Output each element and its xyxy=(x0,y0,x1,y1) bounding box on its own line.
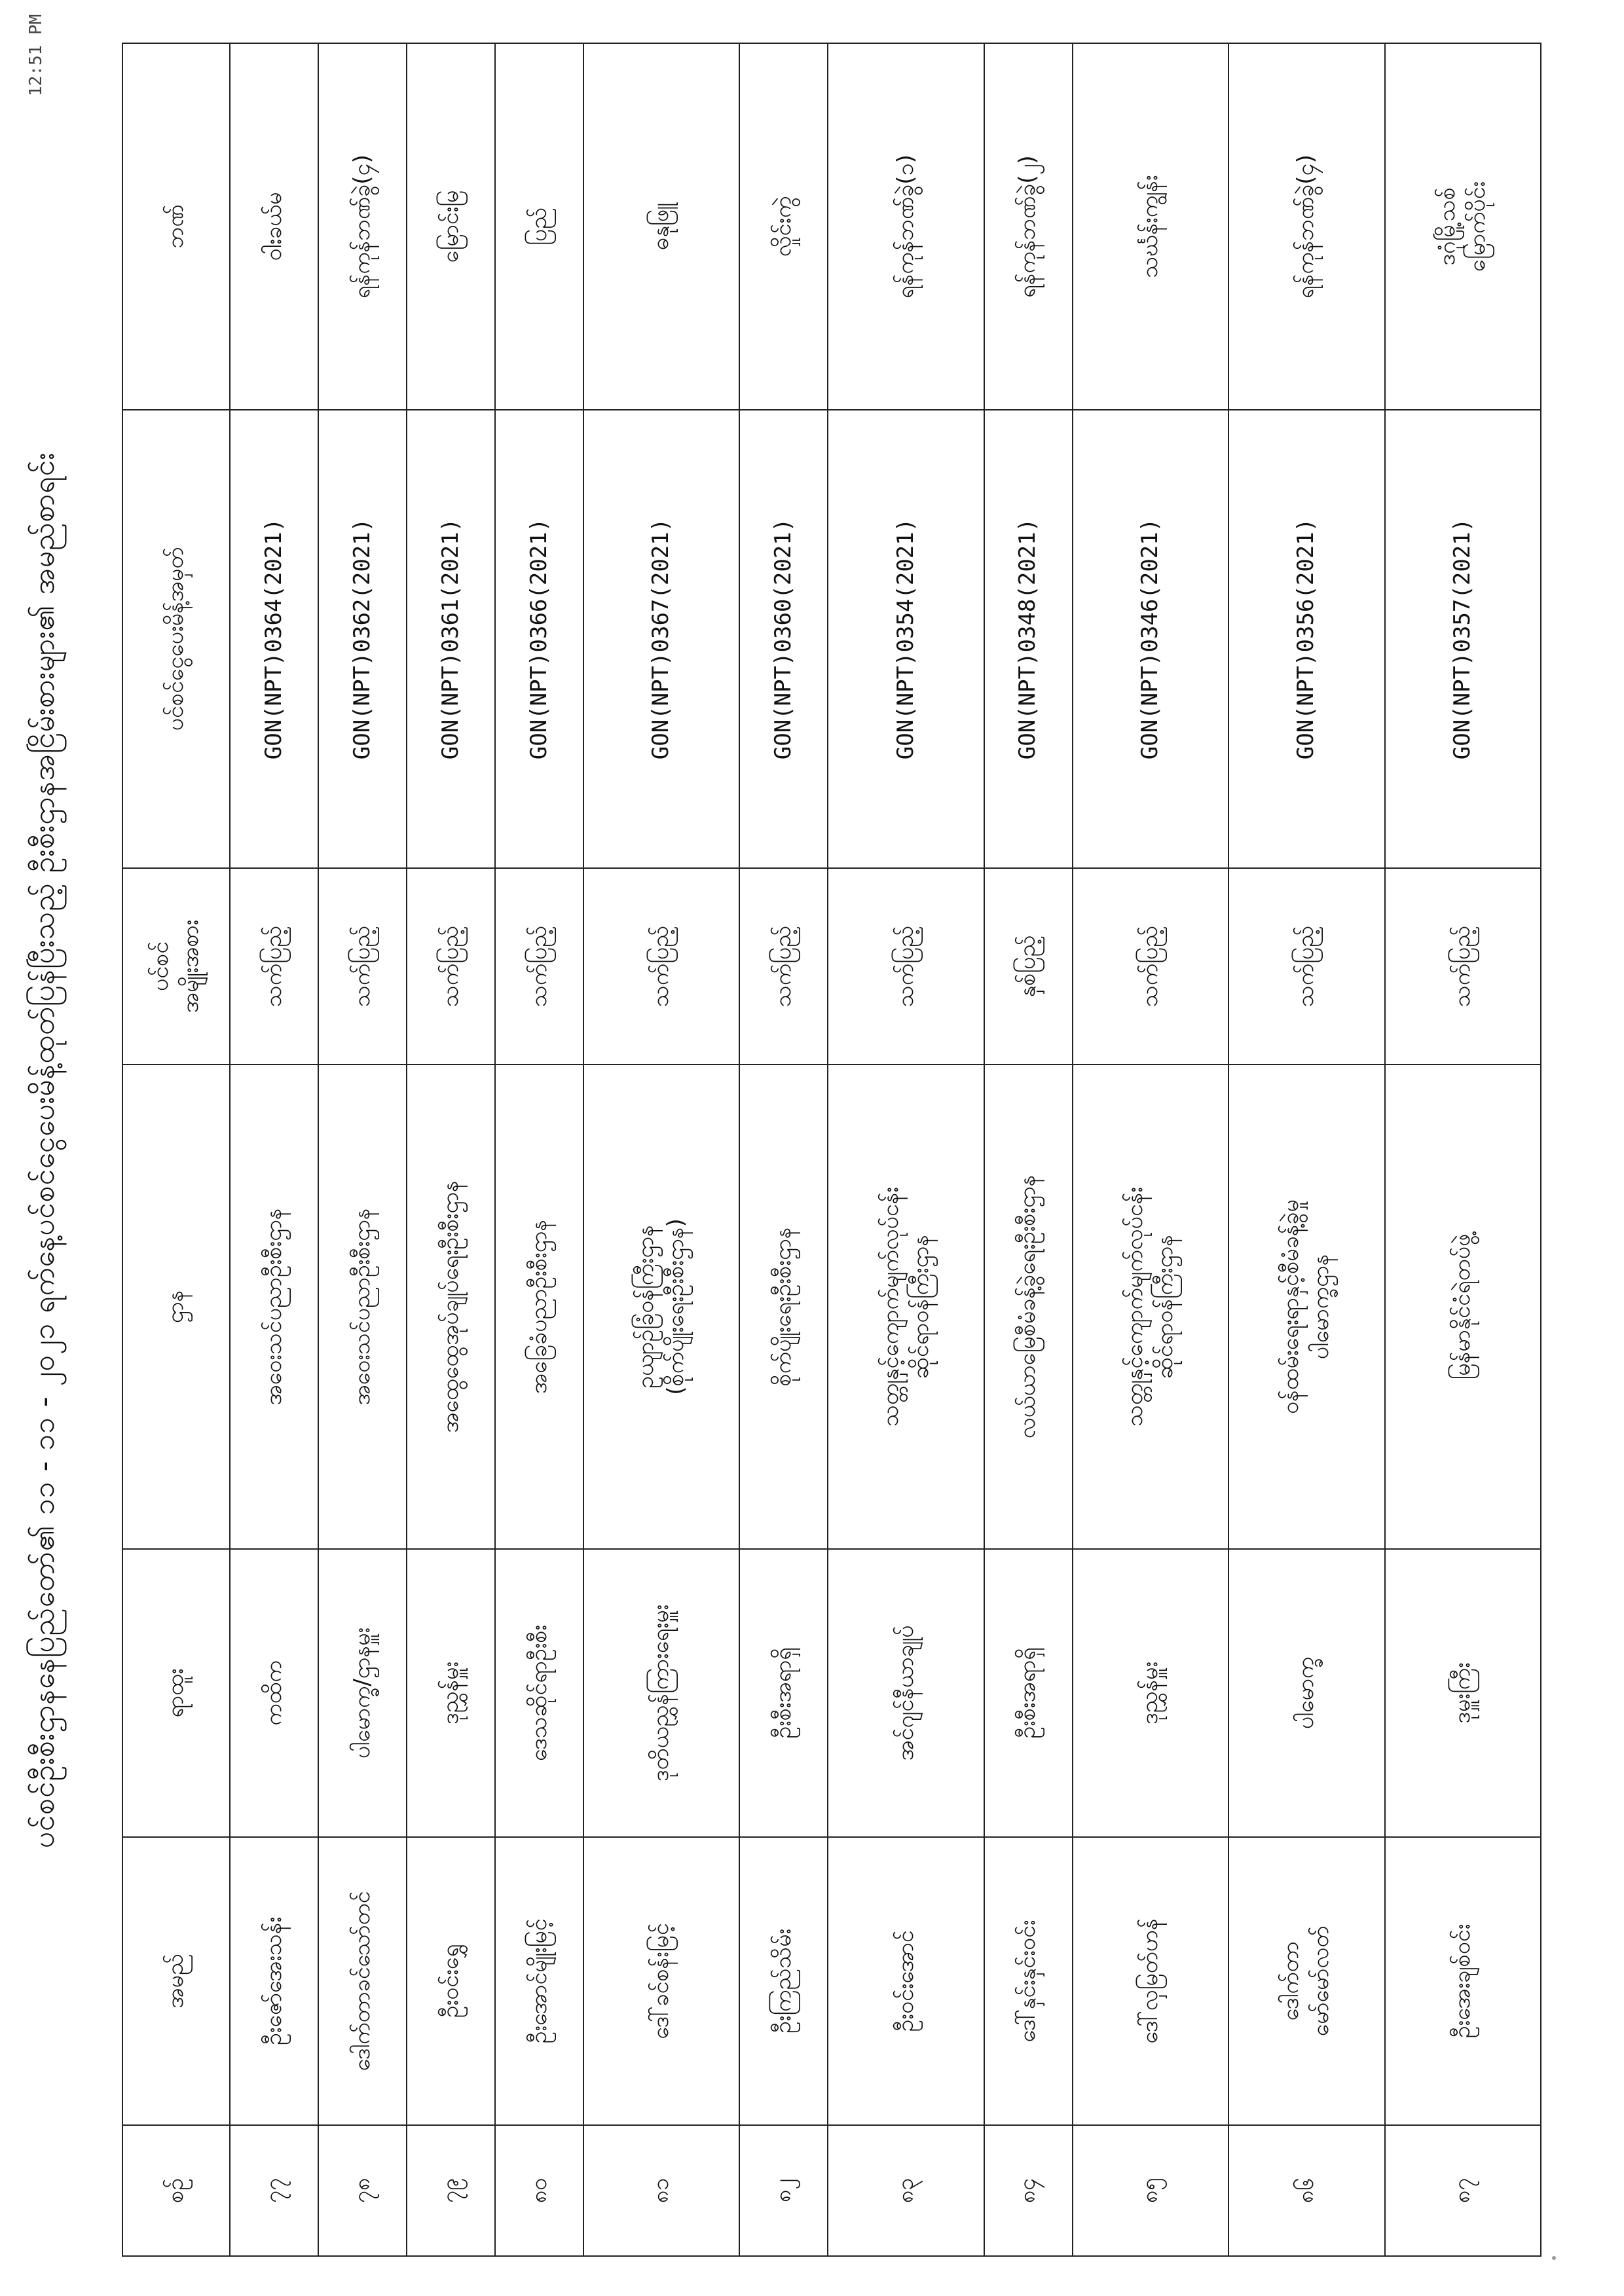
cell-rank xyxy=(495,1549,583,1837)
cell-name-text: ဒေါ်လှမြတ်ဟန် xyxy=(1136,1918,1163,2044)
cell-rank-text: ပါမောက္ခ xyxy=(1293,1656,1320,1730)
cell-no xyxy=(318,2125,407,2256)
cell-license-no xyxy=(583,410,739,868)
cell-no xyxy=(828,2125,984,2256)
cell-department xyxy=(230,1065,318,1549)
cell-pension-type xyxy=(1385,868,1541,1065)
cell-rank-text: ပါမောက္ခ/ဌာနမှူး xyxy=(348,1627,375,1759)
header-license-no: ပင်စင်ငွေပေးမိန့်အမှတ် xyxy=(122,410,230,868)
table-header-row xyxy=(122,43,230,2256)
table-row xyxy=(230,43,318,2256)
cell-license-no-text: GON(NPT)0360(2021) xyxy=(769,518,796,760)
cell-no-text: ၇၈ xyxy=(348,2178,375,2204)
cell-rank-text: ဒုညွှန်မှူး xyxy=(437,1661,464,1725)
cell-department xyxy=(495,1065,583,1549)
header-pension-type-line1: ပင်စင် xyxy=(147,941,174,992)
cell-treasury xyxy=(828,43,984,410)
cell-no-text: ၈၄ xyxy=(1014,2178,1041,2204)
cell-license-no xyxy=(230,410,318,868)
cell-pension-type xyxy=(495,868,583,1065)
cell-treasury-text: ရန်ကုန်ဘဏ်ခွဲ(၂) xyxy=(1014,155,1041,298)
cell-no xyxy=(495,2125,583,2256)
header-rank: ရာထူး xyxy=(122,1549,230,1837)
cell-department-text: ဆိုင်ရာဝန်ကြီးဌာန xyxy=(1151,1235,1178,1379)
cell-name-text: ဒေါက်တာ xyxy=(1278,1941,1304,2021)
cell-department-text: အဝေးသင်ပညာဦးစီးဌာန xyxy=(260,1208,287,1406)
cell-no xyxy=(984,2125,1073,2256)
cell-department-text: ဆိုင်ရာဝန်ကြီးဌာန xyxy=(907,1235,934,1379)
cell-name xyxy=(230,1837,318,2125)
header-pension-type-line2: အမျိုးအစား xyxy=(177,919,204,1013)
cell-rank-text: ဦးစီးအရာရှိ xyxy=(1014,1647,1041,1739)
cell-rank xyxy=(230,1549,318,1837)
cell-license-no xyxy=(407,410,495,868)
cell-pension-type xyxy=(828,868,984,1065)
pension-register-table xyxy=(122,43,1541,2257)
cell-treasury xyxy=(1228,43,1384,410)
cell-name-text: ဒေါ်နှင်းနှင်းဝင်း xyxy=(1014,1920,1041,2043)
cell-no-text: ၈၀ xyxy=(525,2178,552,2204)
cell-name-text: မော်မော်လတ် xyxy=(1308,1925,1335,2037)
cell-name xyxy=(1073,1837,1228,2125)
document-title: ပင်စင်ဦးစီးဌာနနေပြည်တော်၏ ၁၁ - ၁၁ - ၂၀၂၁ ရက်နေ့ပင်စင်ငွေပေးမိန့်ထုတ်ပြန်ပြီးသည့် ဦးစီးဌာနအငြိမ်းစားများ၏ အမည်စာရင်း xyxy=(28,452,61,1849)
cell-rank-text: ဒုတိယညွှန်ကြားရေးမှူး xyxy=(648,1604,674,1782)
table-row xyxy=(1228,43,1384,2256)
cell-no xyxy=(1073,2125,1228,2256)
cell-department-text: စိုက်ပျိုးရေးဦးစီးဌာန xyxy=(769,1227,796,1387)
cell-license-no xyxy=(739,410,828,868)
cell-rank xyxy=(984,1549,1073,1837)
cell-pension-type xyxy=(318,868,407,1065)
cell-no xyxy=(1228,2125,1384,2256)
cell-department-text: သတ္တုနှင့်ကျောက်မျက်လုပ်ငန်း xyxy=(1122,1186,1149,1427)
scan-speck xyxy=(1552,2256,1556,2260)
header-treasury: ဘဏ် xyxy=(122,43,230,410)
cell-department-text: အဝေးသင်ပညာဦးစီးဌာန xyxy=(348,1208,375,1406)
cell-treasury-text: လှိုင်းကွဲ xyxy=(769,196,796,257)
cell-no xyxy=(407,2125,495,2256)
cell-license-no-text: GON(NPT)0348(2021) xyxy=(1014,518,1041,760)
cell-no-text: ၇၇ xyxy=(260,2178,287,2204)
table-row xyxy=(828,43,984,2256)
cell-name xyxy=(407,1837,495,2125)
cell-department xyxy=(318,1065,407,1549)
cell-name xyxy=(984,1837,1073,2125)
cell-no xyxy=(230,2125,318,2256)
cell-department xyxy=(407,1065,495,1549)
cell-name xyxy=(828,1837,984,2125)
cell-treasury-text: ပြည် xyxy=(525,208,552,246)
cell-license-no-text: GON(NPT)0361(2021) xyxy=(437,518,464,760)
cell-license-no xyxy=(1073,410,1228,868)
cell-treasury-text: ရန်ကုန်ဘဏ်ခွဲ(၁) xyxy=(892,155,919,299)
cell-rank xyxy=(739,1549,828,1837)
cell-pension-type-text: သက်ပြည့် xyxy=(1136,925,1163,1008)
cell-pension-type-text: သက်ပြည့် xyxy=(437,925,464,1008)
cell-department-text: သတ္တုနှင့်ကျောက်မျက်လုပ်ငန်း xyxy=(877,1186,904,1427)
cell-pension-type-text: သက်ပြည့် xyxy=(348,925,375,1008)
table-row xyxy=(1385,43,1541,2256)
cell-name xyxy=(1385,1837,1541,2125)
cell-treasury xyxy=(583,43,739,410)
cell-no xyxy=(583,2125,739,2256)
cell-treasury-text: ဓနုဖြူ xyxy=(648,203,674,250)
table-row xyxy=(739,43,828,2256)
cell-department-text: ပါမောက္ခဌာန xyxy=(1308,1254,1335,1360)
cell-no xyxy=(739,2125,828,2256)
cell-treasury xyxy=(984,43,1073,410)
cell-pension-type-text: သက်ပြည့် xyxy=(260,925,287,1008)
cell-pension-type-text: သက်ပြည့် xyxy=(892,925,919,1008)
cell-name-text: ဦးအောင်မျိုးမြင့် xyxy=(525,1918,552,2044)
cell-department xyxy=(828,1065,984,1549)
cell-no-text: ၈၂ xyxy=(769,2178,796,2203)
cell-name-text: ဦးဝင်းအောင် xyxy=(892,1930,919,2032)
cell-department xyxy=(984,1065,1073,1549)
cell-name-text: ဦးအေးချစ်ဝင်း xyxy=(1449,1923,1475,2039)
cell-rank xyxy=(828,1549,984,1837)
cell-pension-type-text: သက်ပြည့် xyxy=(525,925,552,1008)
cell-rank xyxy=(1228,1549,1384,1837)
cell-rank-text: အင်ဂျင်နီယာချုပ် xyxy=(892,1625,919,1761)
table-row xyxy=(407,43,495,2256)
cell-rank xyxy=(318,1549,407,1837)
cell-license-no-text: GON(NPT)0346(2021) xyxy=(1136,518,1163,760)
table-row xyxy=(1073,43,1228,2256)
cell-pension-type xyxy=(1073,868,1228,1065)
header-pension-type xyxy=(122,868,230,1065)
cell-name-text: ဦးကြည်သိမ်း xyxy=(769,1928,796,2034)
cell-treasury-text: ရန်ကုန်ဘဏ်ခွဲ(၄) xyxy=(1293,155,1320,299)
cell-department-text: အခြေခံပညာဦးစီးဌာန xyxy=(525,1219,552,1394)
cell-license-no xyxy=(318,410,407,868)
cell-treasury-text: မြောင်းမြ xyxy=(437,190,464,263)
cell-license-no xyxy=(828,410,984,868)
cell-license-no-text: GON(NPT)0357(2021) xyxy=(1449,518,1475,760)
cell-no-text: ၇၉ xyxy=(437,2178,464,2204)
cell-rank xyxy=(583,1549,739,1837)
cell-rank-text: ဒုညွှန်မှူး xyxy=(1136,1661,1163,1725)
cell-treasury xyxy=(1385,43,1541,410)
cell-department xyxy=(583,1065,739,1549)
cell-name-text: ဒေါ်ခင်စန်းမြင့် xyxy=(648,1923,674,2039)
cell-department-text: မြန်မာနိုင်ငံရဲတပ်ဖွဲ့ xyxy=(1449,1233,1475,1380)
cell-name-text: ဦးဇော်အေးသန်း xyxy=(260,1916,287,2046)
cell-rank-text: ကထိက xyxy=(260,1660,287,1726)
cell-treasury xyxy=(1073,43,1228,410)
cell-department-text: အထွေထွေအုပ်ချုပ်ရေးဦးစီးဌာန xyxy=(437,1180,464,1433)
cell-rank-text: ဒုမှူးကြီး xyxy=(1449,1662,1475,1724)
table-row xyxy=(583,43,739,2256)
table-row xyxy=(318,43,407,2256)
cell-license-no xyxy=(1228,410,1384,868)
cell-name xyxy=(318,1837,407,2125)
cell-name xyxy=(739,1837,828,2125)
cell-pension-type xyxy=(984,868,1073,1065)
header-department: ဌာန xyxy=(122,1065,230,1549)
header-name: အမည် xyxy=(122,1837,230,2125)
cell-rank xyxy=(1073,1549,1228,1837)
cell-pension-type-text: သက်ပြည့် xyxy=(769,925,796,1008)
cell-department-text: လယ်ယာမြေစီမံခန့်ခွဲရေးဦးစီးဌာန xyxy=(1014,1175,1041,1439)
cell-license-no-text: GON(NPT)0367(2021) xyxy=(648,518,674,760)
print-timestamp: 12:51 PM xyxy=(26,14,46,96)
cell-treasury xyxy=(230,43,318,410)
cell-treasury-text: မြောက်ပိုင်း xyxy=(1464,181,1490,272)
cell-license-no xyxy=(495,410,583,868)
cell-pension-type xyxy=(230,868,318,1065)
cell-license-no-text: GON(NPT)0366(2021) xyxy=(525,518,552,760)
cell-department xyxy=(1385,1065,1541,1549)
cell-department-text: ဥယျာဉ်ခြံဝန်ကြီးဌာန xyxy=(633,1225,659,1389)
cell-name xyxy=(495,1837,583,2125)
cell-treasury-text: သင်္ဃန်းကျွန်း xyxy=(1136,175,1163,278)
cell-department-text: (စိုက်ပျိုးရေးဦးစီးဌာန) xyxy=(663,1218,690,1395)
cell-treasury xyxy=(739,43,828,410)
cell-pension-type xyxy=(407,868,495,1065)
cell-pension-type-text: နှစ်ပြည့် xyxy=(1014,935,1041,998)
cell-treasury-text: ရန်ကုန်ဘဏ်ခွဲ(၄) xyxy=(348,155,375,299)
cell-treasury xyxy=(407,43,495,410)
cell-license-no-text: GON(NPT)0354(2021) xyxy=(892,518,919,760)
cell-department-text: ဝန်ထမ်းရေးရာနှင့်စီမံခန့်ခွဲမှု xyxy=(1278,1199,1304,1414)
header-no: စဉ် xyxy=(122,2125,230,2256)
cell-license-no-text: GON(NPT)0362(2021) xyxy=(348,518,375,760)
cell-rank-text: ဦးစီးအရာရှိ xyxy=(769,1647,796,1739)
cell-name xyxy=(1228,1837,1384,2125)
cell-license-no xyxy=(984,410,1073,868)
cell-treasury xyxy=(495,43,583,410)
table-row xyxy=(984,43,1073,2256)
cell-department xyxy=(739,1065,828,1549)
cell-name xyxy=(583,1837,739,2125)
cell-treasury-text: ဝါးခယ်မ xyxy=(260,192,287,261)
cell-name-text: ဒေါက်တာခင်သော်တင် xyxy=(348,1891,375,2071)
cell-pension-type xyxy=(583,868,739,1065)
cell-pension-type-text: သက်ပြည့် xyxy=(648,925,674,1008)
cell-license-no-text: GON(NPT)0364(2021) xyxy=(260,518,287,760)
cell-treasury xyxy=(318,43,407,410)
table-body xyxy=(230,43,1541,2256)
cell-department xyxy=(1228,1065,1384,1549)
cell-pension-type xyxy=(1228,868,1384,1065)
cell-rank xyxy=(407,1549,495,1837)
cell-pension-type xyxy=(739,868,828,1065)
cell-no-text: ၈၆ xyxy=(1293,2178,1320,2204)
cell-license-no xyxy=(1385,410,1541,868)
cell-no-text: ၈၁ xyxy=(648,2178,674,2204)
cell-name-text: ဦးဝင်းရွှေ xyxy=(437,1944,464,2018)
cell-pension-type-text: သက်ပြည့် xyxy=(1293,925,1320,1008)
cell-rank xyxy=(1385,1549,1541,1837)
cell-no xyxy=(1385,2125,1541,2256)
cell-department xyxy=(1073,1065,1228,1549)
cell-rank-text: ဒေသဆိုင်ရာဦးစီး xyxy=(525,1624,552,1762)
cell-no-text: ၈၅ xyxy=(1136,2178,1163,2204)
cell-license-no-text: GON(NPT)0356(2021) xyxy=(1293,518,1320,760)
cell-no-text: ၈၃ xyxy=(892,2178,919,2204)
table-row xyxy=(495,43,583,2256)
cell-treasury-text: ဒဂုံမြို့သစ် xyxy=(1433,187,1460,266)
cell-no-text: ၈၇ xyxy=(1449,2178,1475,2204)
cell-pension-type-text: သက်ပြည့် xyxy=(1449,925,1475,1008)
